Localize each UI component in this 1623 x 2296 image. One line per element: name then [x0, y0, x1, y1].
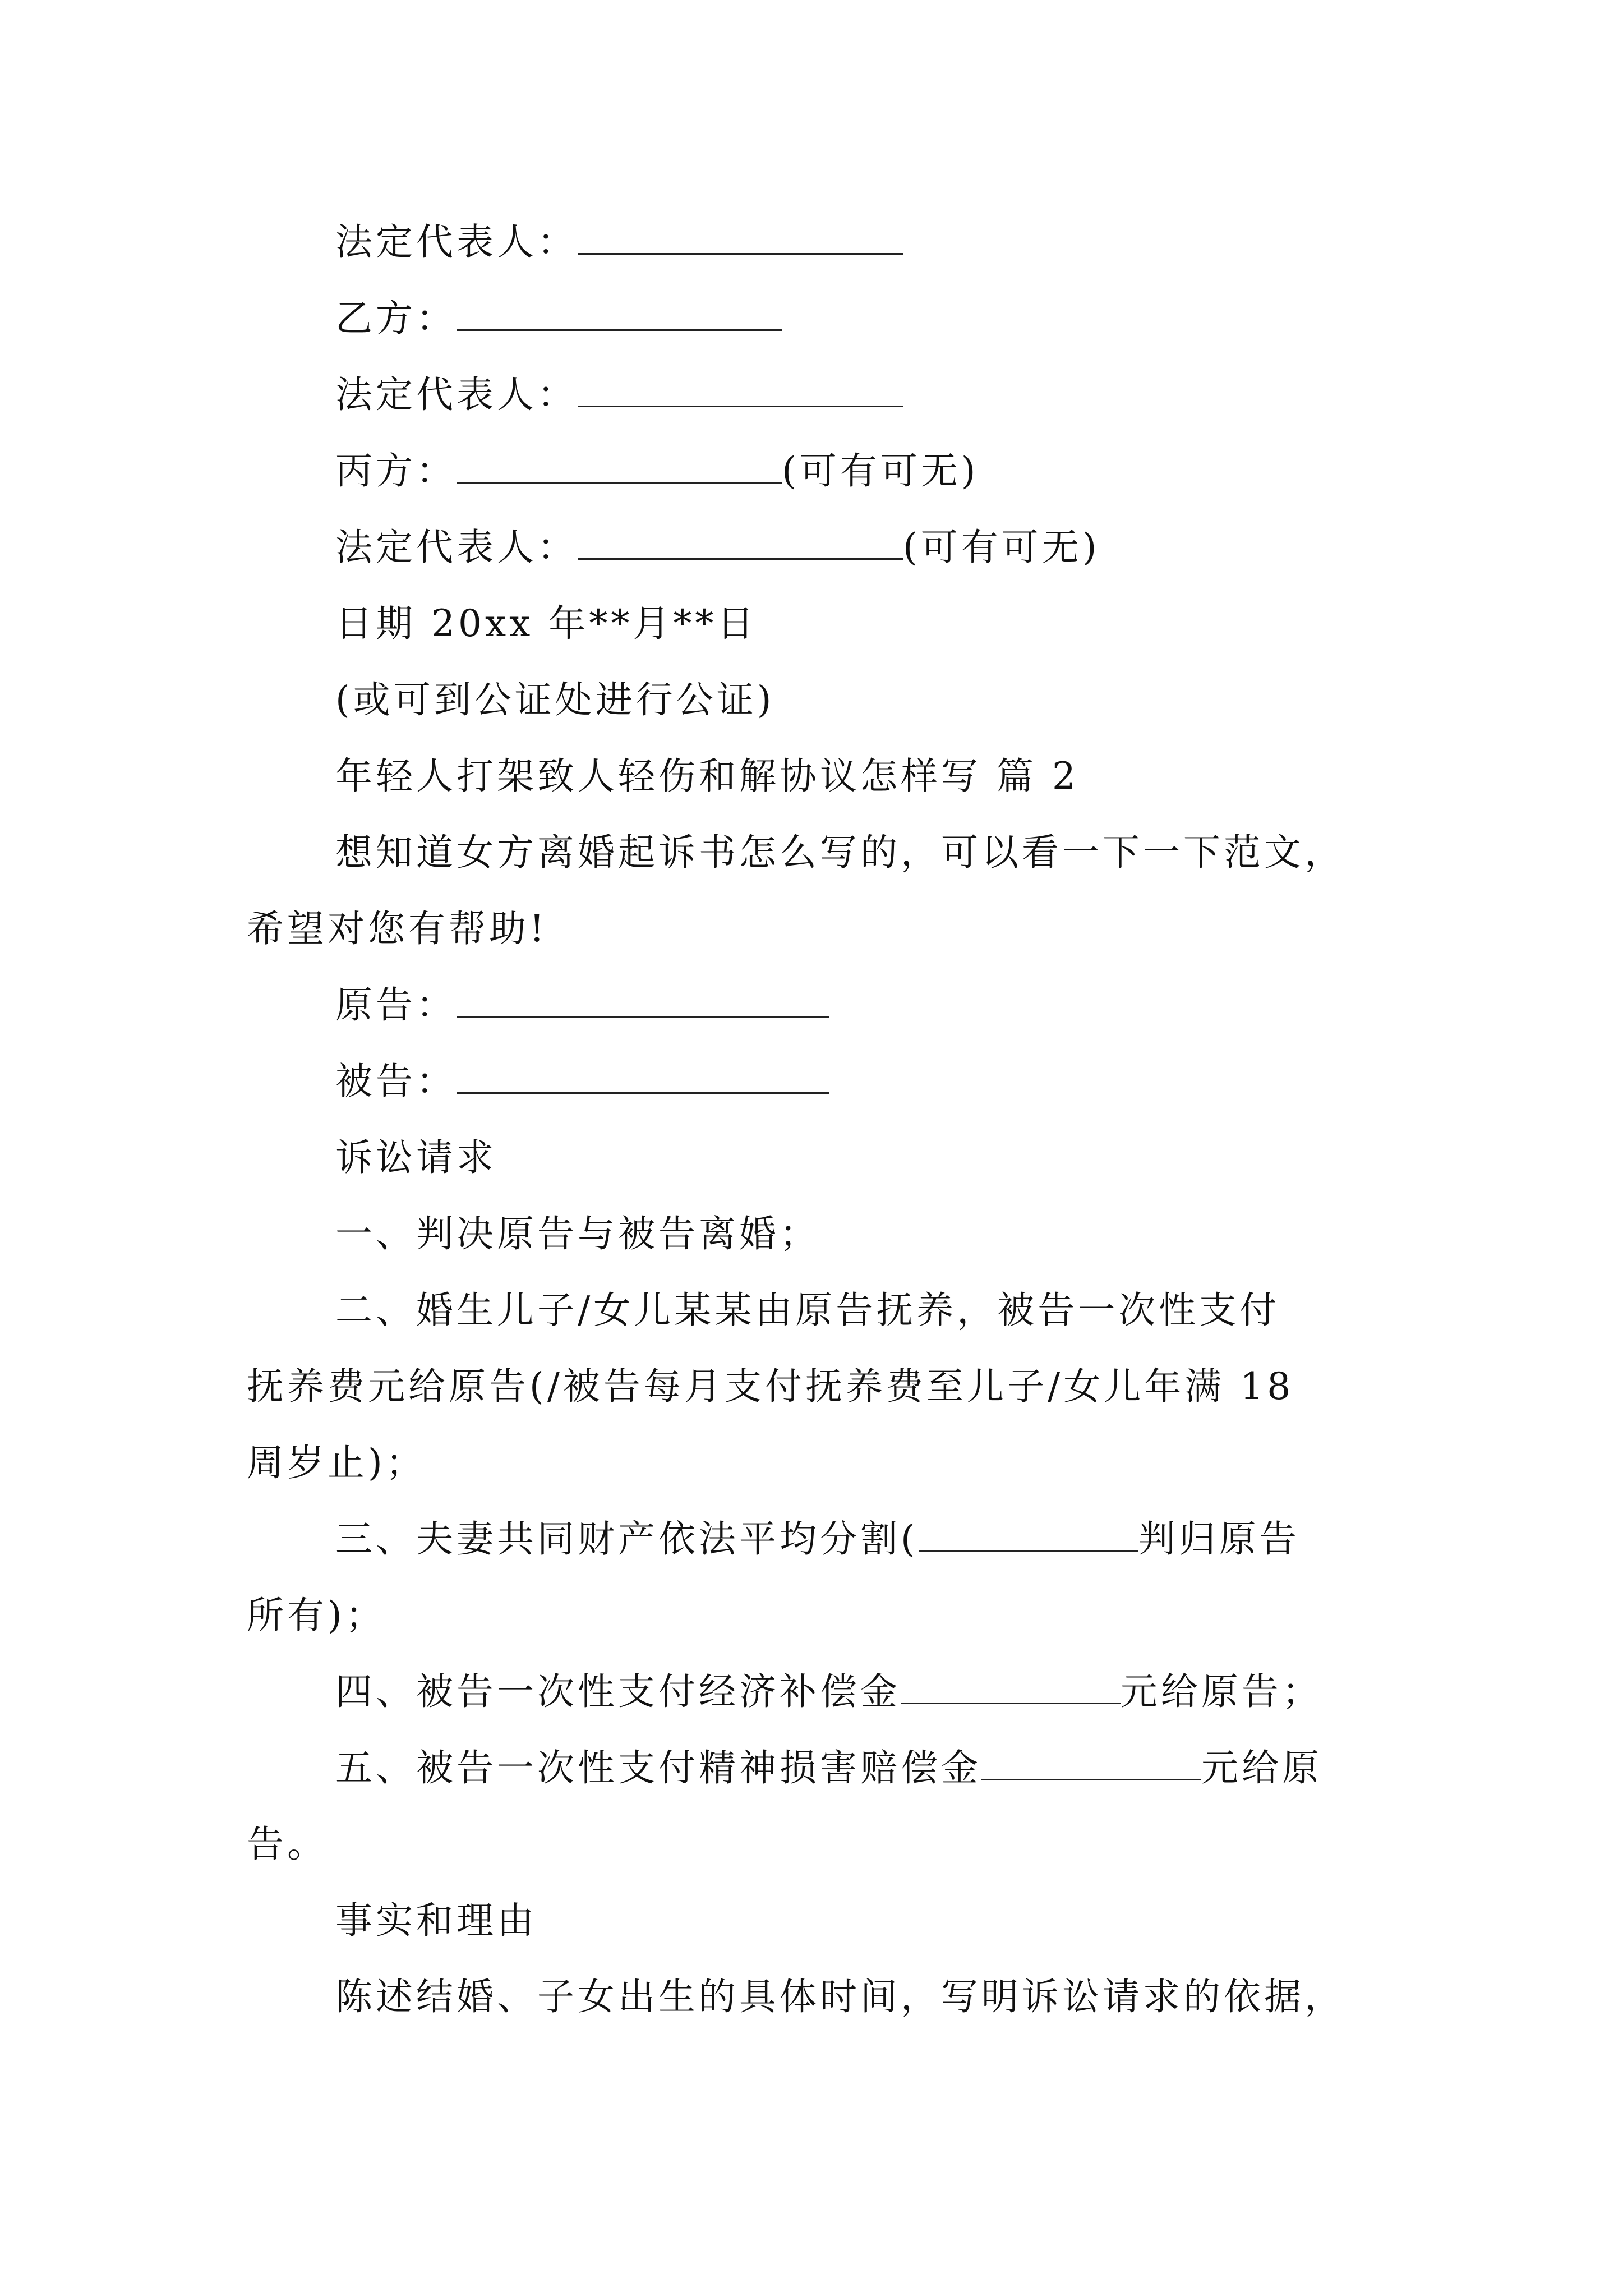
plaintiff-line: [335, 983, 829, 1028]
notary-note: (或可到公证处进行公证): [335, 678, 775, 721]
legal-rep-label: 法定代表人：: [335, 220, 578, 264]
party-b-label: 乙方：: [335, 297, 457, 340]
fill-in-blank: [457, 986, 829, 1018]
claim-4: [335, 1669, 1322, 1714]
claim-1: 一、判决原告与被告离婚；: [335, 1212, 820, 1255]
legal-rep-label: 法定代表人：: [335, 373, 578, 416]
fill-in-blank: [578, 223, 903, 255]
claim-3-line-1: [335, 1517, 1300, 1562]
claim-3-line-2: 所有)；: [247, 1594, 386, 1637]
claim-3-suffix: 判归原告: [1138, 1517, 1300, 1561]
legal-rep-line-1: [335, 220, 903, 265]
claim-4-text: 四、被告一次性支付经济补偿金: [335, 1670, 901, 1713]
fill-in-blank: [901, 1672, 1121, 1704]
defendant-label: 被告：: [335, 1060, 457, 1103]
fill-in-blank: [457, 299, 782, 331]
intro-paragraph-line-1: 想知道女方离婚起诉书怎么写的，可以看一下一下范文，: [335, 831, 1345, 874]
claim-3-text: 三、夫妻共同财产依法平均分割(: [335, 1517, 919, 1561]
facts-paragraph-line-1: 陈述结婚、子女出生的具体时间，写明诉讼请求的依据，: [335, 1975, 1345, 2018]
claim-4-suffix: 元给原告；: [1121, 1670, 1322, 1713]
claim-5-line-2: 告。: [247, 1823, 328, 1866]
date-line: 日期 20xx 年**月**日: [335, 602, 758, 645]
claim-5-line-1: [335, 1746, 1322, 1791]
defendant-line: [335, 1059, 829, 1104]
fill-in-blank: [919, 1520, 1138, 1552]
claims-heading: 诉讼请求: [335, 1136, 497, 1179]
claim-2-line-2: 抚养费元给原告(/被告每月支付抚养费至儿子/女儿年满 18: [247, 1365, 1294, 1408]
fill-in-blank: [457, 1062, 829, 1094]
optional-note: (可有可无): [782, 449, 979, 493]
optional-note: (可有可无): [903, 526, 1100, 569]
facts-heading: 事实和理由: [335, 1899, 537, 1942]
plaintiff-label: 原告：: [335, 983, 457, 1027]
fill-in-blank: [578, 528, 903, 560]
fill-in-blank: [457, 452, 782, 484]
party-c-label: 丙方：: [335, 449, 457, 493]
legal-rep-label: 法定代表人：: [335, 526, 578, 569]
claim-5-text: 五、被告一次性支付精神损害赔偿金: [335, 1746, 981, 1789]
legal-rep-line-2: [335, 372, 903, 417]
section-title: 年轻人打架致人轻伤和解协议怎样写 篇 2: [335, 754, 1079, 798]
claim-2-line-3: 周岁止)；: [247, 1441, 426, 1484]
fill-in-blank: [578, 375, 903, 407]
legal-rep-line-3: [335, 525, 1100, 570]
intro-paragraph-line-2: 希望对您有帮助!: [247, 907, 548, 950]
claim-2-line-1: 二、婚生儿子/女儿某某由原告抚养，被告一次性支付: [335, 1289, 1280, 1332]
party-b-line: [335, 296, 782, 341]
party-c-line: [335, 449, 979, 494]
claim-5-suffix: 元给原: [1201, 1746, 1322, 1789]
fill-in-blank: [981, 1749, 1201, 1780]
